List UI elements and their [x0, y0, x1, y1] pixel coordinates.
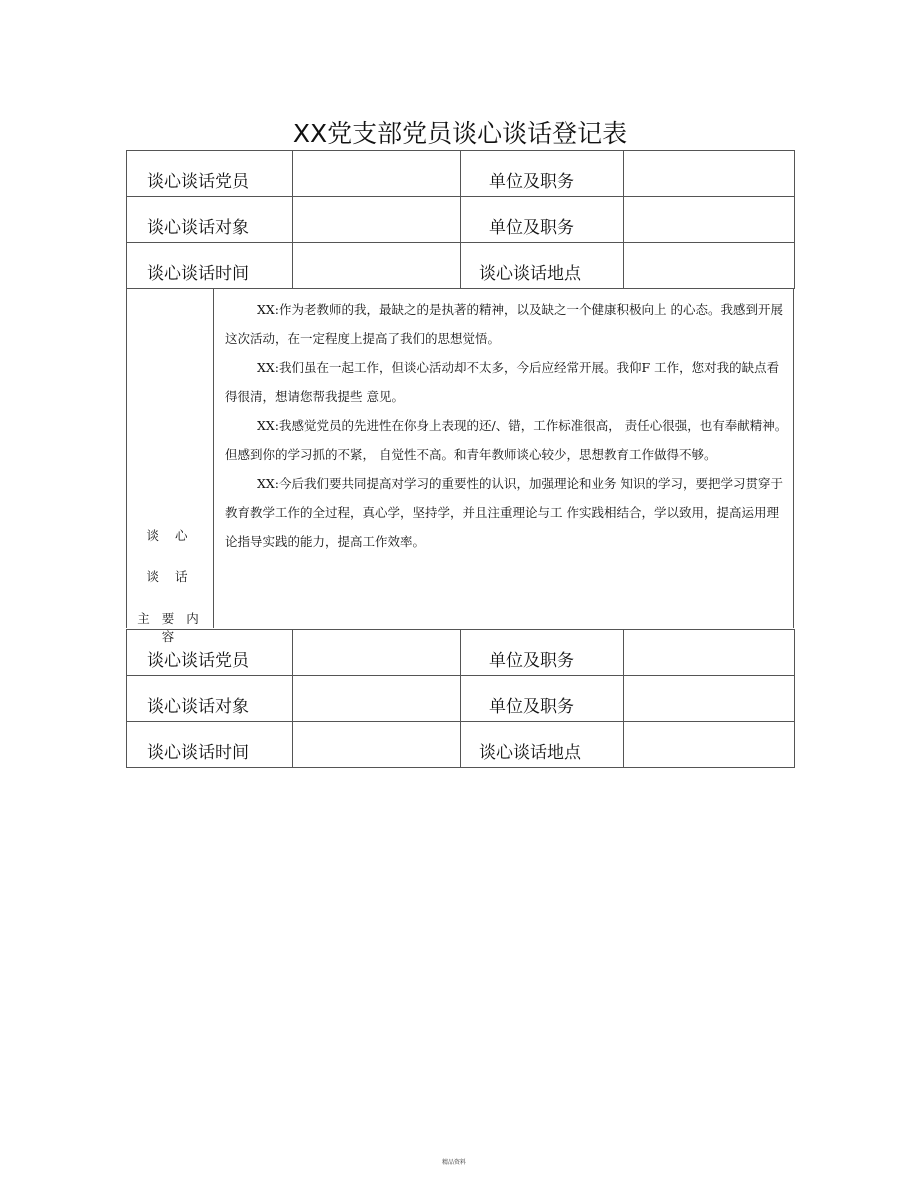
target-value-cell[interactable] — [293, 676, 461, 722]
side-label-line-3: 主 要 内 容 — [137, 611, 203, 644]
time-label: 谈心谈话时间 — [127, 722, 293, 768]
table-row — [127, 722, 795, 768]
table-row — [127, 630, 795, 676]
unit-position-label: 单位及职务 — [461, 630, 624, 676]
content-divider — [213, 289, 214, 628]
time-value-cell[interactable] — [293, 722, 461, 768]
page-title: XX党支部党员谈心谈话登记表 — [292, 119, 628, 148]
target-label: 谈心谈话对象 — [127, 197, 293, 243]
location-value-cell[interactable] — [624, 243, 795, 289]
unit-position-value-cell[interactable] — [624, 676, 795, 722]
location-value-cell[interactable] — [624, 722, 795, 768]
talk-content-section — [126, 289, 794, 644]
unit-position-value-cell[interactable] — [624, 151, 795, 197]
content-paragraph-4: XX:今后我们要共同提高对学习的重要性的认识，加强理论和业务 知识的学习，要把学习贯穿于教育教学工作的全过程，真心学，坚持学，并且注重理论与工 作实践相结合，学以致用，提高运用理论指导实践的能力，提高工作效率。 — [225, 476, 783, 549]
member-label: 谈心谈话党员 — [127, 151, 293, 197]
time-label: 谈心谈话时间 — [127, 243, 293, 289]
footer-note: 精品资料 — [442, 1159, 467, 1166]
target-value-cell[interactable] — [293, 197, 461, 243]
content-paragraph-3: XX:我感觉党员的先进性在你身上表现的还/、错，工作标准很高， 责任心很强，也有奉献精神。但感到你的学习抓的不紧， 自觉性不高。和青年教师谈心较少，思想教育工作做得不够。 — [225, 418, 788, 462]
content-paragraph-1: XX:作为老教师的我，最缺之的是执著的精神，以及缺之一个健康积极向上 的心态。我感到开展这次活动，在一定程度上提高了我们的思想觉悟。 — [225, 302, 783, 346]
bottom-info-table — [126, 629, 795, 768]
unit-position-label: 单位及职务 — [461, 151, 624, 197]
unit-position-label: 单位及职务 — [461, 197, 624, 243]
table-row — [127, 243, 795, 289]
table-row — [127, 197, 795, 243]
member-value-cell[interactable] — [293, 630, 461, 676]
unit-position-value-cell[interactable] — [624, 630, 795, 676]
target-label: 谈心谈话对象 — [127, 676, 293, 722]
side-label-line-2: 谈 话 — [146, 569, 194, 584]
top-info-table — [126, 150, 795, 289]
unit-position-label: 单位及职务 — [461, 676, 624, 722]
location-label: 谈心谈话地点 — [461, 243, 624, 289]
table-row — [127, 676, 795, 722]
talk-content-text[interactable] — [225, 295, 791, 556]
side-label-line-1: 谈 心 — [146, 528, 194, 543]
content-paragraph-2: XX:我们虽在一起工作，但谈心活动却不太多，今后应经常开展。我仰F 工作，您对我的缺点看得很清，想请您帮我提些 意见。 — [225, 360, 780, 404]
location-label: 谈心谈话地点 — [461, 722, 624, 768]
time-value-cell[interactable] — [293, 243, 461, 289]
table-row — [127, 151, 795, 197]
member-value-cell[interactable] — [293, 151, 461, 197]
unit-position-value-cell[interactable] — [624, 197, 795, 243]
member-label: 谈心谈话党员 — [127, 630, 293, 676]
